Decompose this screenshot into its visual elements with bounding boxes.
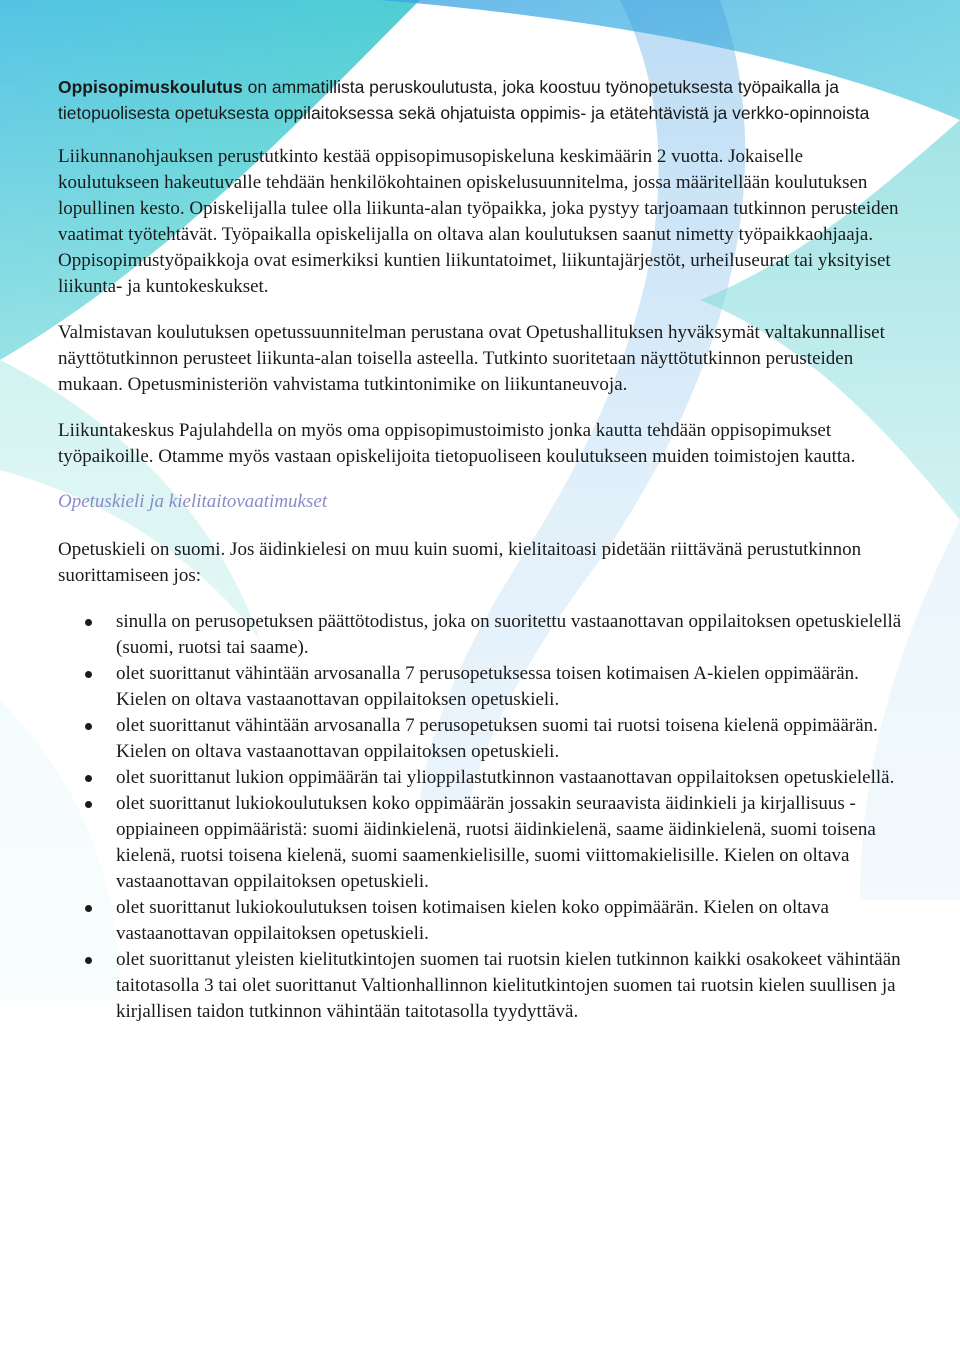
bullet-icon xyxy=(85,801,92,808)
bullet-icon xyxy=(85,957,92,964)
list-item-text: olet suorittanut yleisten kielitutkintojen suomen tai ruotsin kielen tutkinnon kaikki osakokeet vähintään taitotasolla 3 tai olet suorittanut Valtionhallinnon kielitutkintojen suomen tai ruotsin kielen suullisen ja kirjallisen taidon tutkinnon vähintään taitotasolla tyydyttävä. xyxy=(116,949,901,1022)
list-item xyxy=(58,609,903,661)
list-item-text: olet suorittanut vähintään arvosanalla 7 perusopetuksen suomi tai ruotsi toisena kielenä oppimäärän. Kielen on oltava vastaanottavan oppilaitoksen opetuskieli. xyxy=(116,715,878,762)
list-item xyxy=(58,791,903,895)
bullet-icon xyxy=(85,723,92,730)
bullet-icon xyxy=(85,775,92,782)
list-item-text: olet suorittanut lukiokoulutuksen koko oppimäärän jossakin seuraavista äidinkieli ja kirjallisuus -oppiaineen oppimääristä: suomi äidinkielenä, ruotsi äidinkielenä, saame äidinkielenä, suomi toisena kielenä, ruotsi toisena kielenä, suomi saamenkielisille, suomi viittomakielisille. Kielen on oltava vastaanottavan oppilaitoksen opetuskieli. xyxy=(116,793,876,892)
list-item xyxy=(58,947,903,1025)
section-heading: Opetuskieli ja kielitaitovaatimukset xyxy=(58,491,328,512)
list-item xyxy=(58,661,903,713)
language-intro-paragraph: Opetuskieli on suomi. Jos äidinkielesi on muu kuin suomi, kielitaitoasi pidetään riittävänä perustutkinnon suorittamiseen jos: xyxy=(58,539,862,586)
intro-bold-term: Oppisopimuskoulutus xyxy=(58,77,243,97)
list-item xyxy=(58,895,903,947)
list-item-text: olet suorittanut lukion oppimäärän tai ylioppilastutkinnon vastaanottavan oppilaitoksen opetuskielellä. xyxy=(116,767,895,788)
list-item-text: olet suorittanut vähintään arvosanalla 7 perusopetuksessa toisen kotimaisen A-kielen oppimäärän. Kielen on oltava vastaanottavan oppilaitoksen opetuskieli. xyxy=(116,663,859,710)
list-item xyxy=(58,765,903,791)
intro-text: on ammatillista peruskoulutusta, joka koostuu työnopetuksesta työpaikalla ja tietopuolisesta opetuksesta oppilaitoksessa sekä ohjatuista oppimis- ja etätehtävistä ja verkko-opinnoista xyxy=(58,77,870,123)
intro-paragraph xyxy=(58,74,903,126)
curriculum-paragraph: Valmistavan koulutuksen opetussuunnitelman perustana ovat Opetushallituksen hyväksymät valtakunnalliset näyttötutkinnon perusteet liikunta-alan toisella asteella. Tutkinto suoritetaan näyttötutkinnon perusteiden mukaan. Opetusministeriön vahvistama tutkintonimike on liikuntaneuvoja. xyxy=(58,322,885,395)
list-item-text: olet suorittanut lukiokoulutuksen toisen kotimaisen kielen koko oppimäärän. Kielen on oltava vastaanottavan oppilaitoksen opetuskieli. xyxy=(116,897,829,944)
document-body xyxy=(58,74,903,1025)
list-item-text: sinulla on perusopetuksen päättötodistus, joka on suoritettu vastaanottavan oppilaitoksen opetuskielellä (suomi, ruotsi tai saame). xyxy=(116,611,902,658)
bullet-icon xyxy=(85,905,92,912)
duration-paragraph: Liikunnanohjauksen perustutkinto kestää oppisopimusopiskeluna keskimäärin 2 vuotta. Jokaiselle koulutukseen hakeutuvalle tehdään henkilökohtainen opiskelusuunnitelma, jossa määritellään koulutuksen lopullinen kesto. Opiskelijalla tulee olla liikunta-alan työpaikka, joka pystyy tarjoamaan tutkinnon perusteiden vaatimat työtehtävät. Työpaikalla opiskelijalla on oltava alan koulutuksen saanut nimetty työpaikkaohjaaja. Oppisopimustyöpaikkoja ovat esimerkiksi kuntien liikuntatoimet, liikuntajärjestöt, urheiluseurat tai yksityiset liikunta- ja kuntokeskukset. xyxy=(58,146,899,297)
pajulahti-paragraph: Liikuntakeskus Pajulahdella on myös oma oppisopimustoimisto jonka kautta tehdään oppisopimukset työpaikoille. Otamme myös vastaan opiskelijoita tietopuoliseen koulutukseen muiden toimistojen kautta. xyxy=(58,420,856,467)
requirements-list xyxy=(58,609,903,1025)
bullet-icon xyxy=(85,619,92,626)
bullet-icon xyxy=(85,671,92,678)
list-item xyxy=(58,713,903,765)
